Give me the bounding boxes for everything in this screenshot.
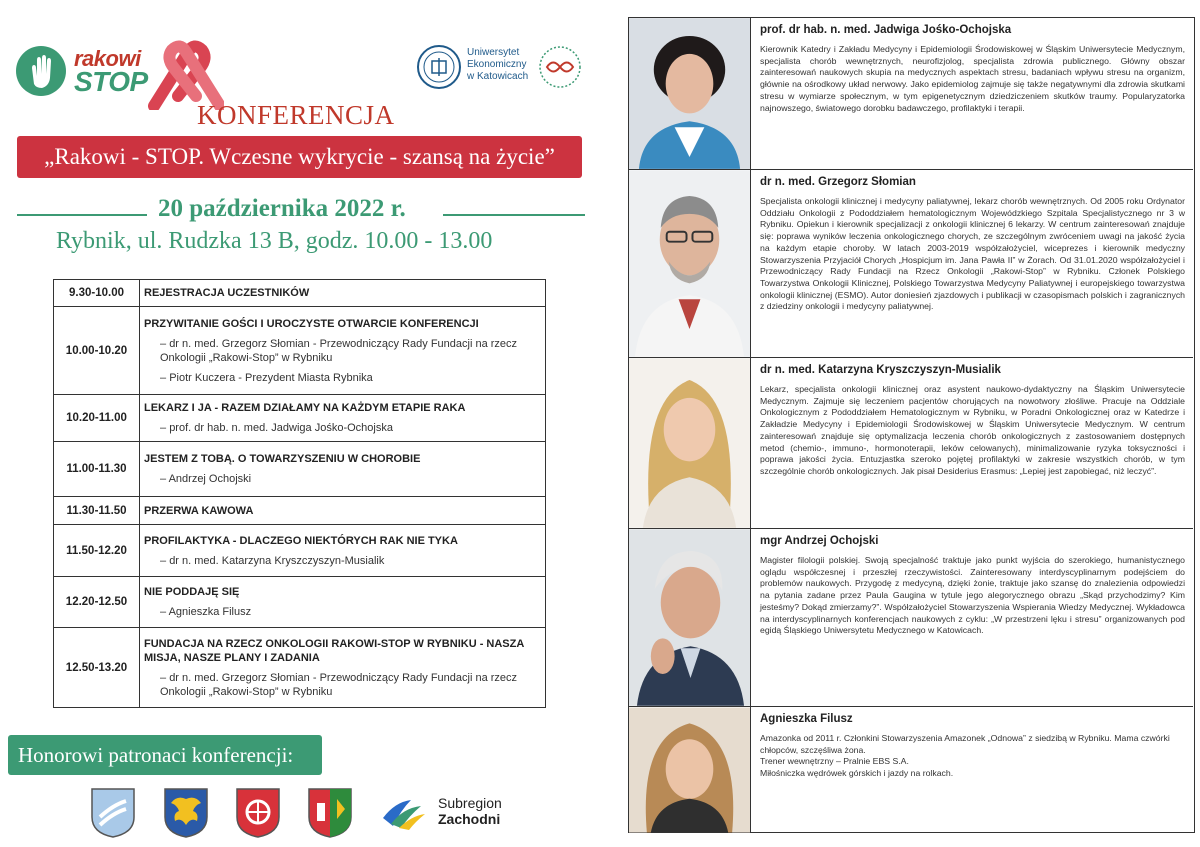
schedule-time: 11.30-11.50 [54,497,140,525]
conference-label: KONFERENCJA [197,100,395,130]
schedule-time: 9.30-10.00 [54,280,140,307]
crest-wheel-icon [235,787,281,839]
speaker-bio: Magister filologii polskiej. Swoją specjalność traktuje jako punkt wyjścia do szerokiego, humanistycznego oglądu współczesnej i przeszłej rzeczywistości. Zainteresowany interdyscyplinarnym podejściem do problemów naukowych. Przygodę z medycyną, dzięki żonie, traktuje jako szansę do znalezienia odpowiedzi na pytania zadane przez Paula Gaugina w tytule jego alegorycznego obrazu „Skąd przychodzimy? Kim jesteśmy? Dokąd zmierzamy?”. Współzałożyciel Stowarzyszenia Wspierania Wiedzy Medycznej. Wykładowca na interdyscyplinarnych konferencjach naukowych z cyklu: „W przestrzeni lęku i stresu” organizowanych pod egidą Śląskiego Uniwersytetu Medycznego w Katowicach. [760,555,1185,636]
schedule-title: REJESTRACJA UCZESTNIKÓW [144,287,310,299]
schedule-row [54,497,546,525]
crest-eagle-icon [163,787,209,839]
speaker-name: mgr Andrzej Ochojski [760,535,879,547]
speaker-name: dr n. med. Grzegorz Słomian [760,176,916,188]
schedule-row [54,577,546,628]
schedule-row [54,280,546,307]
schedule-speaker: – Piotr Kuczera - Prezydent Miasta Rybnika [144,371,541,385]
schedule-time: 10.20-11.00 [54,395,140,442]
schedule-speaker: – Andrzej Ochojski [144,472,541,486]
schedule-title: JESTEM Z TOBĄ. O TOWARZYSZENIU W CHOROBIE [144,453,421,465]
speaker-bio-line: Miłośniczka wędrówek górskich i jazdy na rolkach. [760,768,954,779]
subregion-logo-icon [381,788,427,830]
logo-word-rakowi: rakowi [74,46,141,71]
divider-left [17,214,147,216]
schedule-time: 11.50-12.20 [54,525,140,577]
schedule-row [54,628,546,708]
schedule-speaker: – dr n. med. Grzegorz Słomian - Przewodniczący Rady Fundacji na rzecz Onkologii „Rakowi-Stop” w Rybniku [144,671,541,699]
schedule-title: PROFILAKTYKA - DLACZEGO NIEKTÓRYCH RAK NIE TYKA [144,534,458,547]
speaker-photo [629,707,751,833]
patrons-label: Honorowi patronaci konferencji: [18,743,294,767]
patrons-banner [8,735,322,775]
slogan-text: „Rakowi - STOP. Wczesne wykrycie - szansą na życie” [44,144,555,169]
speaker-card [629,529,1193,707]
speaker-name: prof. dr hab. n. med. Jadwiga Jośko-Ochojska [760,24,1012,36]
speaker-card [629,358,1193,529]
speaker-name: Agnieszka Filusz [760,713,853,725]
university-seal-icon [416,44,462,90]
event-date: 20 października 2022 r. [158,195,406,222]
schedule-row [54,525,546,577]
rakowi-stop-logo [16,44,148,100]
speaker-photo [629,170,751,357]
speaker-bio-line: Amazonka od 2011 r. Członkini Stowarzyszenia Amazonek „Odnowa” z siedzibą w Rybniku. Mama czwórki chłopców, szczęśliwa żona. [760,733,1170,755]
speaker-bio: Specjalista onkologii klinicznej i medycyny paliatywnej, lekarz chorób wewnętrznych. Od 2005 roku Ordynator Oddziału Onkologii z Pododdziałem hematologicznym Wojewódzkiego Szpitala Specjalistycznego nr 3 w Rybniku. Opiekun i kierownik specjalizacji z onkologii klinicznej 6 lekarzy. W centrum zainteresowań znajduje się: poprawa wyników leczenia onkologicznego chorych, ze szczególnym zwróceniem uwagi na jakość życia na każdym etapie choroby. W latach 2003-2019 współzałożyciel, wiceprezes i kierownik medyczny Stowarzyszenia Przyjaciół Chorych „Hospicjum im. Jana Pawła II” w Żorach. Od 31.01.2020 współzałożyciel i Przewodniczący Rady Fundacji na Rzecz Onkologii „Rakowi-Stop” w Rybniku. Członek Polskiego Towarzystwa Onkologii Klinicznej, Polskiego Towarzystwa Medycyny Paliatywnej i europejskiego towarzystwa onkologii klinicznej (ESMO). Autor doniesień zjazdowych i publikacji w czasopismach polskich i zagranicznych z dziedziny onkologii i medycyny paliatywnej. [760,196,1185,312]
speaker-name: dr n. med. Katarzyna Kryszczyszyn-Musialik [760,364,1001,376]
slogan-banner [17,136,582,178]
divider-right [443,214,585,216]
schedule-time: 12.50-13.20 [54,628,140,708]
partner-center-icon [537,44,583,90]
hand-icon [16,46,66,96]
speaker-card [629,18,1193,170]
crest-split-icon [307,787,353,839]
schedule-time: 10.00-10.20 [54,307,140,395]
schedule-speaker: – dr n. med. Grzegorz Słomian - Przewodniczący Rady Fundacji na rzecz Onkologii „Rakowi-Stop” w Rybniku [144,337,541,365]
schedule-row [54,442,546,497]
schedule-speaker: – prof. dr hab. n. med. Jadwiga Jośko-Ochojska [144,421,541,435]
speaker-photo [629,358,751,528]
schedule-title: PRZERWA KAWOWA [144,504,254,517]
speaker-photo [629,18,751,169]
speaker-card [629,707,1193,833]
speakers-panel [628,17,1195,833]
crest-fish-icon [90,787,136,839]
speaker-bio-line: Trener wewnętrzny – Pralnie EBS S.A. [760,756,909,767]
schedule-title: LEKARZ I JA - RAZEM DZIAŁAMY NA KAŻDYM ETAPIE RAKA [144,402,466,414]
schedule-time: 12.20-12.50 [54,577,140,628]
schedule-title: PRZYWITANIE GOŚCI I UROCZYSTE OTWARCIE KONFERENCJI [144,317,479,330]
speaker-photo [629,529,751,706]
subregion-name: Subregion Zachodni [438,795,502,827]
schedule-title: FUNDACJA NA RZECZ ONKOLOGII RAKOWI-STOP W RYBNIKU - NASZA MISJA, NASZE PLANY I ZADANIA [144,637,524,664]
schedule-row [54,307,546,395]
schedule-title: NIE PODDAJĘ SIĘ [144,586,240,598]
schedule-row [54,395,546,442]
university-name: Uniwersytet Ekonomiczny w Katowicach [467,47,529,82]
schedule-table [53,279,546,708]
schedule-speaker: – dr n. med. Katarzyna Kryszczyszyn-Musialik [144,554,541,568]
speaker-bio: Kierownik Katedry i Zakładu Medycyny i Epidemiologii Środowiskowej w Śląskim Uniwersytecie Medycznym, specjalista chorób wewnętrznych, neurofizjolog, specjalista zdrowia publicznego. Główny obszar zainteresowań naukowych skupia na medycznych aspektach stresu, badaniach wpływu stresu na organizm, głównie na ośrodkowy układ nerwowy. Jako epidemiolog zajmuje się także negatywnymi dla zdrowia skutkami stresu w wymiarze społecznym, w tym epigenetycznym dziedziczeniem skutków traumy. Popularyzatorka najnowszego, światowego dorobku badawczego, profilaktyki i terapii. [760,44,1185,113]
schedule-time: 11.00-11.30 [54,442,140,497]
speaker-card [629,170,1193,358]
event-place: Rybnik, ul. Rudzka 13 B, godz. 10.00 - 13.00 [56,228,493,254]
schedule-speaker: – Agnieszka Filusz [144,605,541,619]
logo-word-stop: STOP [74,66,148,97]
speaker-bio: Lekarz, specjalista onkologii klinicznej oraz asystent naukowo-dydaktyczny na Śląskim Uniwersytecie Medycznym. Zajmuje się leczeniem pacjentów chorujących na nowotwory złośliwe. Pracuje na Oddziale Onkologicznym z Pododdziałem Hematologicznym w Rybniku, w Poradni Onkologicznej oraz w Katedrze i Zakładzie Medycyny i Epidemiologii Środowiskowej w Śląskim Uniwersytecie Medycznym. W centrum zainteresowań znajduje się optymalizacja leczenia chorób onkologicznych z zastosowaniem dostępnych metod (chemio-, immuno-, hormonoterapii, leków celowanych), minimalizowanie ryzyka toksyczności i poprawa jakości życia. Entuzjastka szeroko pojętej profilaktyki w zakresie wszystkich chorób, w tym szczególnie chorób onkologicznych. Jak pisał Desiderius Erasmus: „Lepiej jest zapobiegać, niż leczyć”. [760,384,1185,476]
